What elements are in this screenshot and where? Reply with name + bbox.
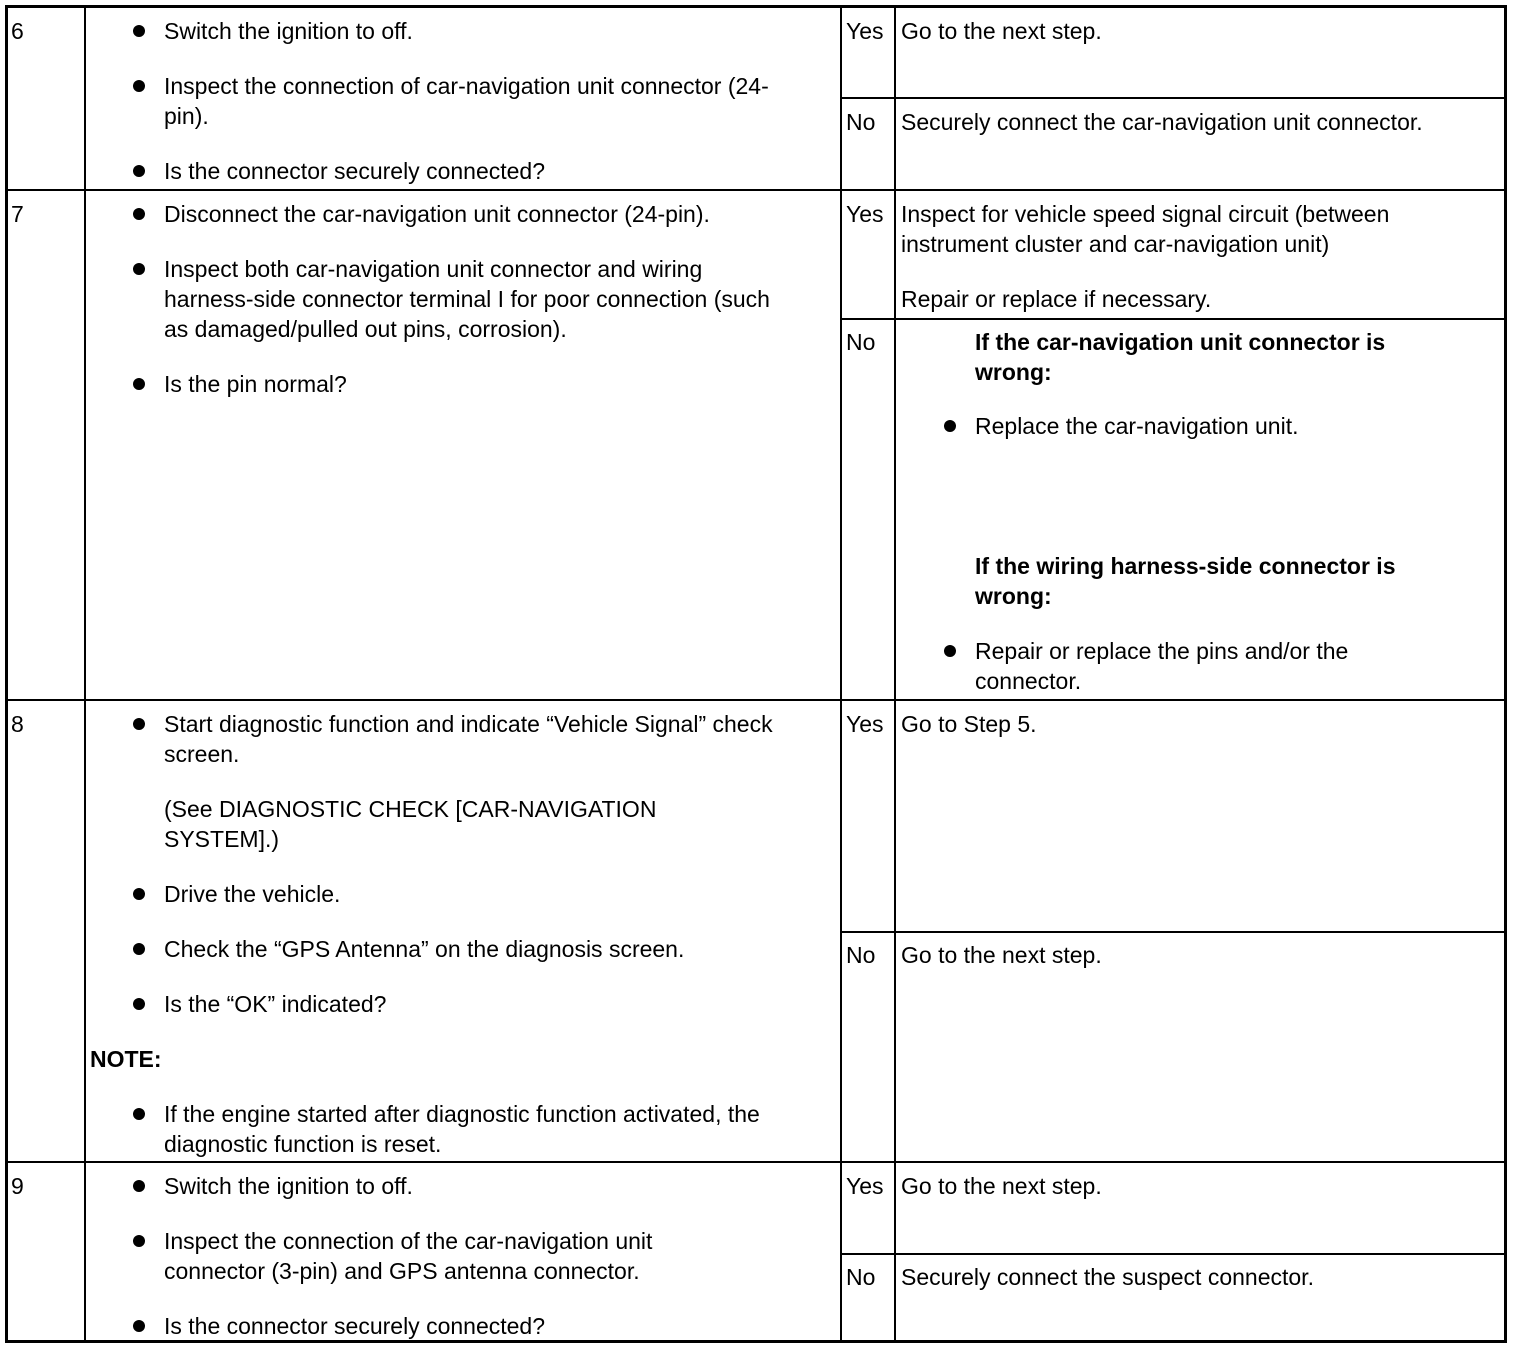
no-result: Go to the next step. (901, 942, 1102, 968)
yes-result: Go to the next step. (901, 18, 1102, 44)
no-label: No (846, 942, 876, 968)
yes-no-divider (840, 318, 1504, 320)
action-reference: (See DIAGNOSTIC CHECK [CAR-NAVIGATION SYSTEM].) (164, 796, 657, 852)
action-item: Check the “GPS Antenna” on the diagnosis screen. (164, 934, 804, 964)
no-label: No (846, 109, 876, 135)
yes-result: Go to Step 5. (901, 711, 1037, 737)
no-case-action: Repair or replace the pins and/or the connector. (975, 636, 1405, 696)
action-item: Is the connector securely connected? (164, 1311, 804, 1341)
column-divider (894, 191, 896, 699)
yes-no-divider (840, 931, 1504, 933)
step-number: 9 (11, 1173, 24, 1199)
step-number: 7 (11, 201, 24, 227)
column-divider (840, 1163, 842, 1340)
action-item: Inspect both car-navigation unit connector and wiring harness-side connector terminal I for poor connection (such as damaged/pulled out pins, corrosion). (164, 254, 784, 344)
no-result: Securely connect the suspect connector. (901, 1264, 1314, 1290)
step-row-7 (8, 191, 1504, 701)
yes-result-note: Repair or replace if necessary. (901, 286, 1212, 312)
no-case-heading: If the wiring harness-side connector is wrong: (975, 553, 1396, 609)
no-result: Securely connect the car-navigation unit connector. (901, 109, 1423, 135)
yes-result: Inspect for vehicle speed signal circuit (between instrument cluster and car-navigation unit) (901, 201, 1390, 257)
no-case-heading: If the car-navigation unit connector is wrong: (975, 329, 1386, 385)
column-divider (84, 191, 86, 699)
yes-result: Go to the next step. (901, 1173, 1102, 1199)
yes-label: Yes (846, 18, 884, 44)
column-divider (840, 191, 842, 699)
note-item: If the engine started after diagnostic function activated, the diagnostic function is reset. (164, 1099, 804, 1159)
step-row-8 (8, 701, 1504, 1163)
column-divider (84, 701, 86, 1161)
troubleshooting-table (5, 5, 1507, 1343)
yes-label: Yes (846, 711, 884, 737)
action-item: Is the connector securely connected? (164, 156, 804, 186)
step-number: 8 (11, 711, 24, 737)
column-divider (84, 1163, 86, 1340)
yes-label: Yes (846, 201, 884, 227)
action-item: Inspect the connection of car-navigation unit connector (24-pin). (164, 71, 804, 131)
no-case-action: Replace the car-navigation unit. (975, 411, 1495, 441)
step-row-9 (8, 1163, 1504, 1340)
action-item: Drive the vehicle. (164, 879, 804, 909)
step-row-6 (8, 8, 1504, 191)
action-item: Is the “OK” indicated? (164, 989, 804, 1019)
yes-label: Yes (846, 1173, 884, 1199)
note-label: NOTE: (90, 1046, 162, 1072)
action-item: Start diagnostic function and indicate “Vehicle Signal” check screen. (164, 709, 784, 769)
yes-no-divider (840, 97, 1504, 99)
yes-no-divider (840, 1253, 1504, 1255)
action-item: Disconnect the car-navigation unit connector (24-pin). (164, 199, 804, 229)
action-item: Inspect the connection of the car-navigation unit connector (3-pin) and GPS antenna connector. (164, 1226, 724, 1286)
step-number: 6 (11, 18, 24, 44)
column-divider (894, 1163, 896, 1340)
no-label: No (846, 1264, 876, 1290)
column-divider (84, 8, 86, 189)
action-item: Switch the ignition to off. (164, 16, 804, 46)
no-label: No (846, 329, 876, 355)
action-item: Switch the ignition to off. (164, 1171, 804, 1201)
action-item: Is the pin normal? (164, 369, 804, 399)
